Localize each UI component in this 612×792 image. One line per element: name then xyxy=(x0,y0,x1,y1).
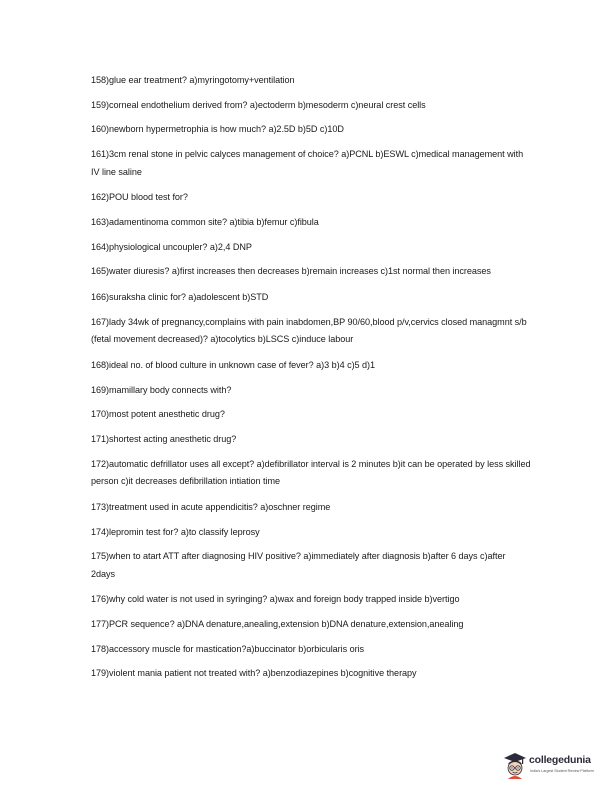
question-item: 166)suraksha clinic for? a)adolescent b)STD xyxy=(91,292,269,302)
question-list xyxy=(91,72,531,690)
question-item: 158)glue ear treatment? a)myringotomy+ventilation xyxy=(91,75,295,85)
question-item: 171)shortest acting anesthetic drug? xyxy=(91,433,237,444)
question-item: 175)when to atart ATT after diagnosing HIV positive? a)immediately after diagnosis b)after 6 days c)after 2days xyxy=(91,551,506,579)
question-item: 160)newborn hypermetrophia is how much? a)2.5D b)5D c)10D xyxy=(91,124,344,135)
question-item: 170)most potent anesthetic drug? xyxy=(91,409,225,420)
brand-logo[interactable] xyxy=(502,748,610,784)
question-item: 161)3cm renal stone in pelvic calyces management of choice? a)PCNL b)ESWL c)medical management with IV line saline xyxy=(91,149,524,177)
question-item: 177)PCR sequence? a)DNA denature,anealing,extension b)DNA denature,extension,anealing xyxy=(91,619,464,630)
question-item: 167)lady 34wk of pregnancy,complains with pain inabdomen,BP 90/60,blood p/v,cervics closed managmnt s/b (fetal movement decreased)? a)tocolytics b)LSCS c)induce labour xyxy=(91,316,527,345)
question-item: 176)why cold water is not used in syringing? a)wax and foreign body trapped inside b)vertigo xyxy=(91,594,460,605)
brand-tagline: India's Largest Student Review Platform xyxy=(530,769,594,773)
question-item: 168)ideal no. of blood culture in unknown case of fever? a)3 b)4 c)5 d)1 xyxy=(91,359,376,370)
question-item: 172)automatic defrillator uses all except? a)defibrillator interval is 2 minutes b)it can be operated by less skilled person c)it decreases defibrillation intiation time xyxy=(91,458,531,487)
question-item: 164)physiological uncoupler? a)2,4 DNP xyxy=(91,241,252,252)
question-item: 178)accessory muscle for mastication?a)buccinator b)orbicularis oris xyxy=(91,643,365,654)
question-item: 163)adamentinoma common site? a)tibia b)femur c)fibula xyxy=(91,216,319,227)
question-item: 174)lepromin test for? a)to classify leprosy xyxy=(91,526,260,537)
question-item: 169)mamillary body connects with? xyxy=(91,384,232,395)
question-item: 162)POU blood test for? xyxy=(91,192,188,203)
question-item: 159)corneal endothelium derived from? a)ectoderm b)mesoderm c)neural crest cells xyxy=(91,99,426,110)
question-item: 165)water diuresis? a)first increases then decreases b)remain increases c)1st normal then increases xyxy=(91,266,491,277)
question-item: 173)treatment used in acute appendicitis? a)oschner regime xyxy=(91,501,331,512)
student-mascot-icon xyxy=(502,751,528,779)
question-item: 179)violent mania patient not treated with? a)benzodiazepines b)cognitive therapy xyxy=(91,668,417,679)
brand-name: collegedunia xyxy=(529,754,591,766)
